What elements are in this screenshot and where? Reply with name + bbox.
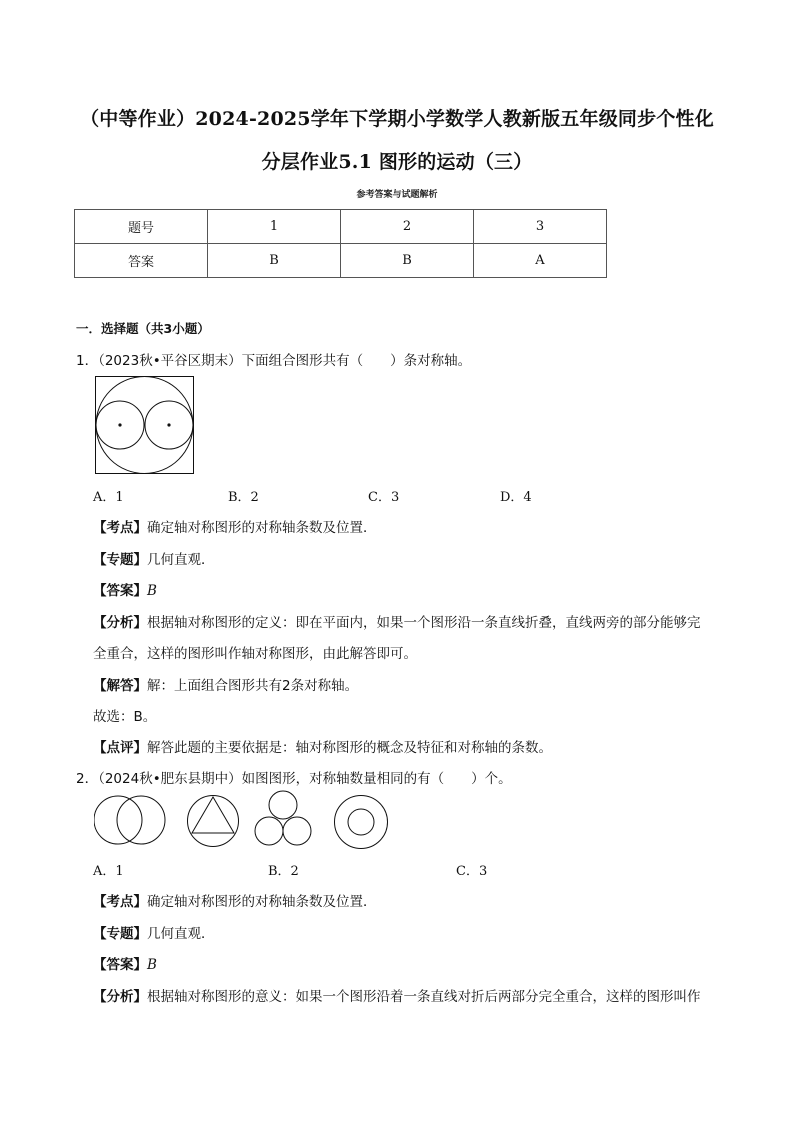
q1-option-a: A．1 — [93, 490, 124, 505]
q2-kaodian — [93, 890, 377, 910]
q2-fenxi-tag: 【分析】 — [93, 989, 147, 1005]
answer-table-answer-label: 答案 — [75, 244, 208, 278]
q2-kaodian-text: 确定轴对称图形的对称轴条数及位置． — [147, 894, 377, 910]
q1-jieda-text: 解：上面组合图形共有2条对称轴。 — [147, 678, 359, 694]
q2-zhuanti — [93, 922, 215, 942]
q1-fenxi-line2: 全重合，这样的图形叫作轴对称图形，由此解答即可。 — [93, 646, 417, 662]
q1-fenxi — [93, 611, 701, 631]
q1-zhuanti — [93, 548, 215, 568]
answer-table-row-numbers — [75, 210, 607, 244]
answer-table — [74, 209, 607, 278]
section-title: 一．选择题（共3小题） — [76, 321, 210, 336]
q1-daan — [93, 579, 157, 599]
q1-kaodian-tag: 【考点】 — [93, 520, 147, 536]
q2-figure-two-circles — [94, 794, 166, 846]
q1-guxuan: 故选：B。 — [93, 709, 157, 725]
q2-option-a: A．1 — [93, 864, 124, 879]
q2-option-c: C．3 — [456, 864, 488, 879]
q1-figure-left-dot — [118, 423, 121, 426]
answer-table-answer: B — [341, 244, 474, 278]
q1-zhuanti-tag: 【专题】 — [93, 552, 147, 568]
q2-daan — [93, 953, 157, 973]
q2-daan-tag: 【答案】 — [93, 957, 147, 973]
doc-title-line2: 分层作业5.1 图形的运动（三） — [261, 151, 533, 173]
q1-option-d: D．4 — [500, 490, 532, 505]
q1-option-c: C．3 — [368, 490, 400, 505]
answer-table-number: 3 — [474, 210, 607, 244]
doc-subtitle: 参考答案与试题解析 — [356, 190, 438, 200]
q2-daan-text: B — [147, 957, 157, 973]
q1-zhuanti-text: 几何直观． — [147, 552, 215, 568]
q1-stem: 1．（2023秋•平谷区期末）下面组合图形共有（ ）条对称轴。 — [76, 353, 472, 369]
q2-zhuanti-text: 几何直观． — [147, 926, 215, 942]
q2-option-b: B．2 — [268, 864, 299, 879]
doc-title-line1: （中等作业）2024-2025学年下学期小学数学人教新版五年级同步个性化 — [80, 108, 714, 130]
q2-fenxi-text: 根据轴对称图形的意义：如果一个图形沿着一条直线对折后两部分完全重合，这样的图形叫作 — [147, 989, 701, 1005]
q1-dianping-tag: 【点评】 — [93, 740, 147, 756]
q2-zhuanti-tag: 【专题】 — [93, 926, 147, 942]
q2-figure-three-circles — [254, 790, 312, 848]
q2-figure-triangle-in-circle — [186, 794, 240, 848]
q1-dianping-text: 解答此题的主要依据是：轴对称图形的概念及特征和对称轴的条数。 — [147, 740, 552, 756]
q2-fenxi — [93, 985, 701, 1005]
q2-stem: 2．（2024秋•肥东县期中）如图图形，对称轴数量相同的有（ ）个。 — [76, 771, 512, 787]
q1-daan-text: B — [147, 583, 157, 599]
q1-kaodian-text: 确定轴对称图形的对称轴条数及位置． — [147, 520, 377, 536]
answer-table-header-label: 题号 — [75, 210, 208, 244]
q2-kaodian-tag: 【考点】 — [93, 894, 147, 910]
q1-figure-right-dot — [167, 423, 170, 426]
q1-fenxi-text: 根据轴对称图形的定义：即在平面内，如果一个图形沿一条直线折叠，直线两旁的部分能够完 — [147, 615, 701, 631]
answer-table-answer: B — [208, 244, 341, 278]
answer-table-answer: A — [474, 244, 607, 278]
q1-daan-tag: 【答案】 — [93, 583, 147, 599]
q1-figure — [95, 376, 195, 475]
q1-jieda-tag: 【解答】 — [93, 678, 147, 694]
q1-option-b: B．2 — [228, 490, 259, 505]
q1-dianping — [93, 736, 552, 756]
q2-figure-concentric-circles — [333, 794, 389, 850]
answer-table-number: 1 — [208, 210, 341, 244]
q1-jieda — [93, 674, 358, 694]
q1-fenxi-tag: 【分析】 — [93, 615, 147, 631]
q1-kaodian — [93, 516, 377, 536]
answer-table-row-answers — [75, 244, 607, 278]
answer-table-number: 2 — [341, 210, 474, 244]
